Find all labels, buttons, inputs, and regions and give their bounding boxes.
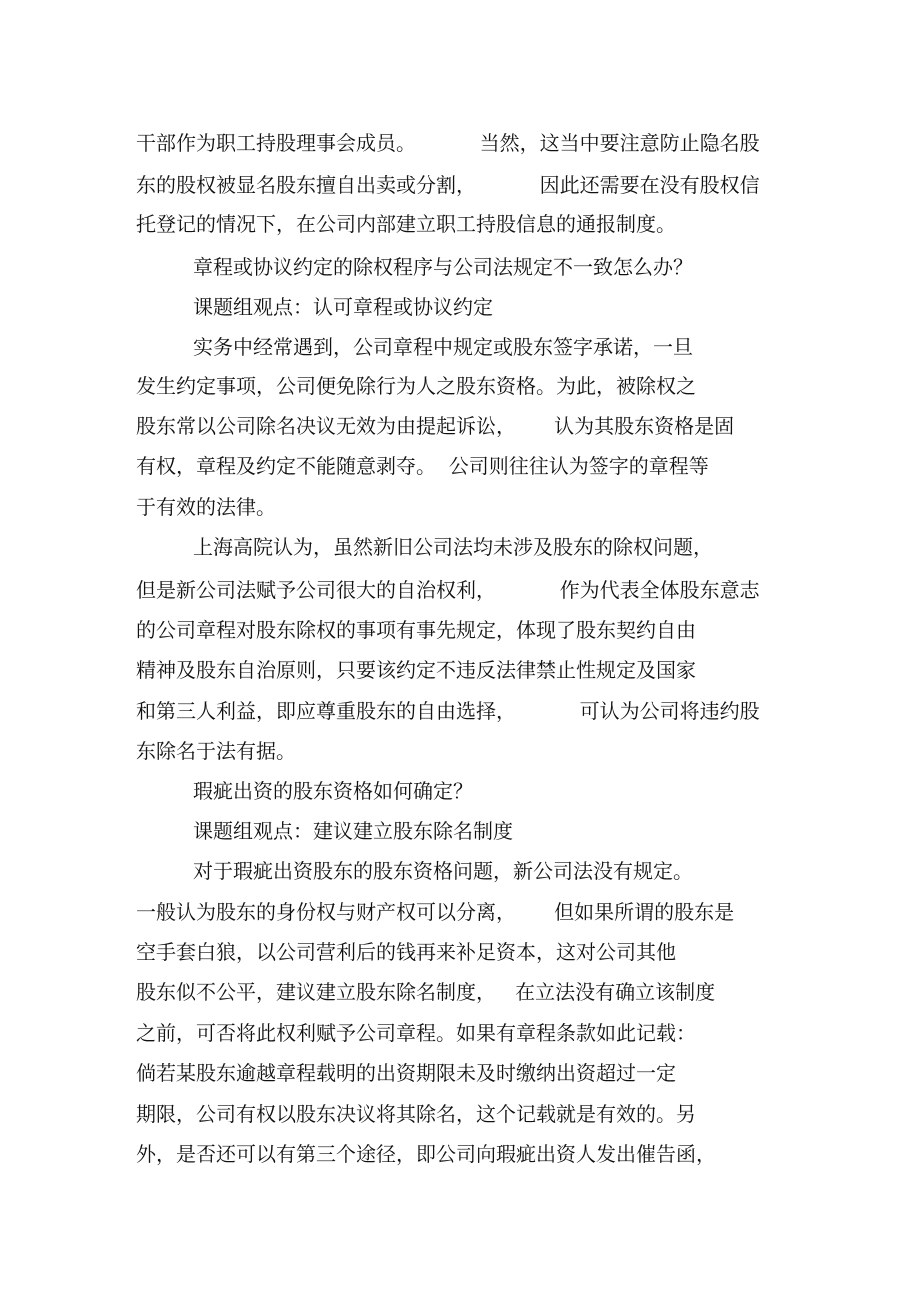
text-line-19: 对于瑕疵出资股东的股东资格问题，新公司法没有规定。 xyxy=(193,859,693,883)
text-line-16: 东除名于法有据。 xyxy=(136,739,296,763)
text-line-23: 之前，可否将此权利赋予公司章程。如果有章程条款如此记载： xyxy=(136,1021,696,1045)
text-line-7: 发生约定事项，公司便免除行为人之股东资格。为此，被除权之 xyxy=(136,374,696,398)
text-line-25: 期限，公司有权以股东决议将其除名，这个记载就是有效的。另 xyxy=(136,1102,696,1126)
text-line-18: 课题组观点：建议建立股东除名制度 xyxy=(193,819,513,843)
text-line-15: 和第三人利益，即应尊重股东的自由选择， 可认为公司将违约股 xyxy=(136,699,760,723)
text-line-2: 东的股权被显名股东擅自出卖或分割， 因此还需要在没有股权信 xyxy=(136,173,760,197)
text-line-11: 上海高院认为，虽然新旧公司法均未涉及股东的除权问题， xyxy=(193,535,713,559)
text-line-10: 于有效的法律。 xyxy=(136,495,276,519)
text-line-4: 章程或协议约定的除权程序与公司法规定不一致怎么办？ xyxy=(193,255,693,279)
text-line-22: 股东似不公平，建议建立股东除名制度， 在立法没有确立该制度 xyxy=(136,980,716,1004)
text-line-21: 空手套白狼，以公司营利后的钱再来补足资本，这对公司其他 xyxy=(136,940,676,964)
text-line-9: 有权，章程及约定不能随意剥夺。 公司则往往认为签字的章程等 xyxy=(136,454,709,478)
text-line-24: 倘若某股东逾越章程载明的出资期限未及时缴纳出资超过一定 xyxy=(136,1061,676,1085)
text-line-1: 干部作为职工持股理事会成员。 当然，这当中要注意防止隐名股 xyxy=(136,131,760,155)
text-line-8: 股东常以公司除名决议无效为由提起诉讼， 认为其股东资格是固 xyxy=(136,414,735,438)
text-line-12: 但是新公司法赋予公司很大的自治权利， 作为代表全体股东意志 xyxy=(136,578,760,602)
text-line-14: 精神及股东自治原则，只要该约定不违反法律禁止性规定及国家 xyxy=(136,658,696,682)
text-line-26: 外，是否还可以有第三个途径，即公司向瑕疵出资人发出催告函， xyxy=(136,1142,716,1166)
text-line-3: 托登记的情况下，在公司内部建立职工持股信息的通报制度。 xyxy=(136,212,676,236)
text-line-20: 一般认为股东的身份权与财产权可以分离， 但如果所谓的股东是 xyxy=(136,900,735,924)
text-line-17: 瑕疵出资的股东资格如何确定？ xyxy=(193,779,473,803)
text-line-13: 的公司章程对股东除权的事项有事先规定，体现了股东契约自由 xyxy=(136,618,696,642)
text-line-5: 课题组观点：认可章程或协议约定 xyxy=(193,295,493,319)
text-line-6: 实务中经常遇到，公司章程中规定或股东签字承诺，一旦 xyxy=(193,335,693,359)
